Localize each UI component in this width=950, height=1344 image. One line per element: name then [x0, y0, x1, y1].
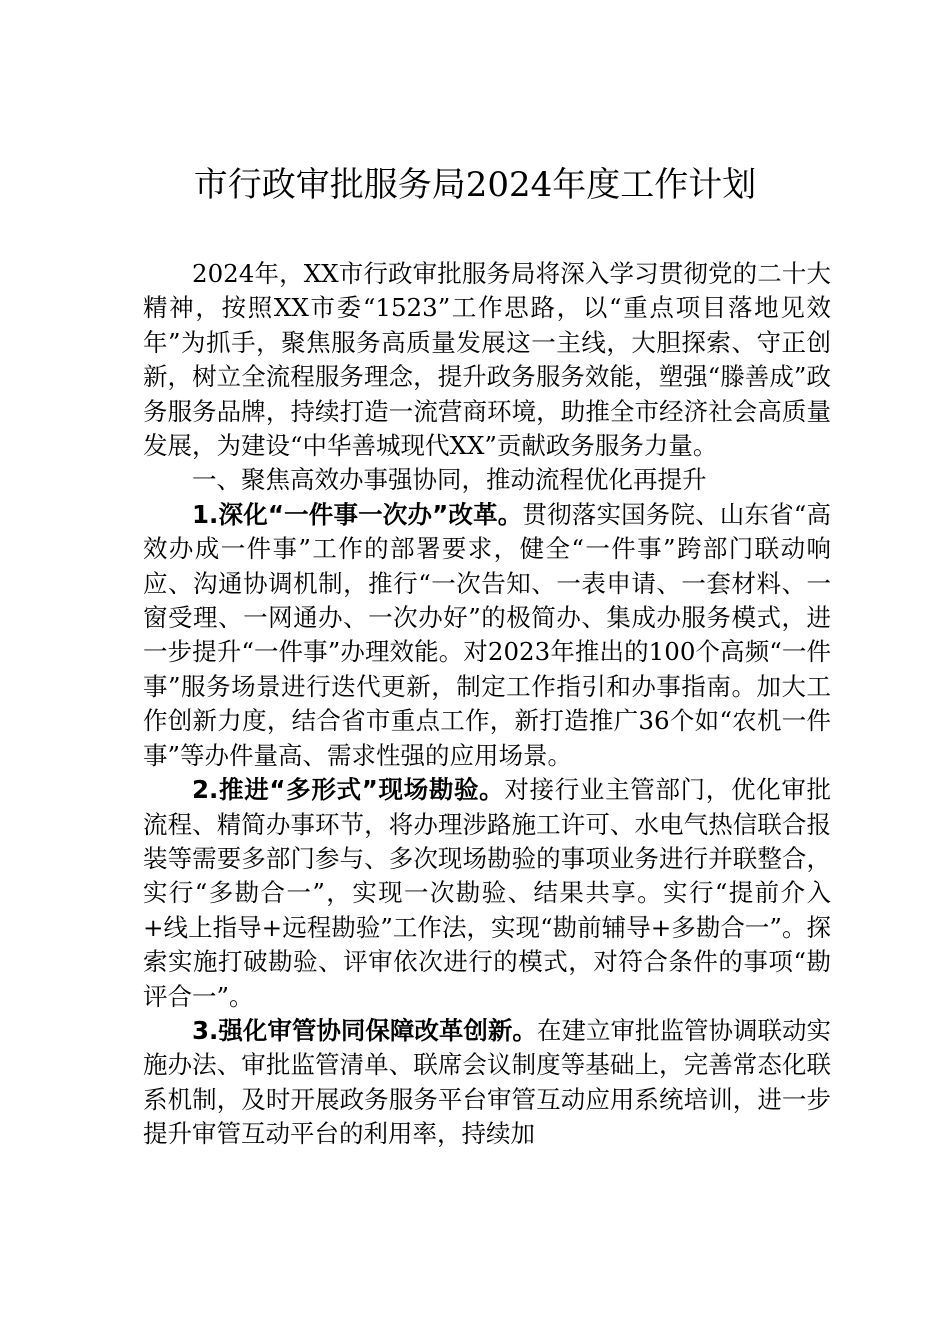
item-paragraph-1 [143, 498, 831, 773]
item-text-1: 贯彻落实国务院、山东省“高效办成一件事”工作的部署要求，健全“一件事”跨部门联动响应、沟通协调机制，推行“一次告知、一表申请、一套材料、一窗受理、一网通办、一次办好”的极简办、集成办服务模式，进一步提升“一件事”办理效能。对2023年推出的100个高频“一件事”服务场景进行迭代更新，制定工作指引和办事指南。加大工作创新力度，结合省市重点工作，新打造推广36个如“农机一件事”等办件量高、需求性强的应用场景。 [143, 499, 831, 770]
item-paragraph-3 [143, 1014, 831, 1152]
item-text-3: 在建立审批监管协调联动实施办法、审批监管清单、联席会议制度等基础上，完善常态化联系机制，及时开展政务服务平台审管互动应用系统培训，进一步提升审管互动平台的利用率，持续加 [143, 1015, 831, 1149]
item-text-2: 对接行业主管部门，优化审批流程、精简办事环节，将办理涉路施工许可、水电气热信联合报装等需要多部门参与、多次现场勘验的事项业务进行并联整合，实行“多勘合一”，实现一次勘验、结果共享。实行“提前介入+线上指导+远程勘验”工作法，实现“勘前辅导+多勘合一”。探索实施打破勘验、评审依次进行的模式，对符合条件的事项“勘评合一”。 [143, 775, 832, 1011]
item-lead-3: 3.强化审管协同保障改革创新。 [192, 1015, 537, 1045]
item-lead-1: 1.深化“一件事一次办”改革。 [192, 499, 523, 529]
item-lead-2: 2.推进“多形式”现场勘验。 [192, 775, 505, 805]
intro-paragraph: 2024年，XX市行政审批服务局将深入学习贯彻党的二十大精神，按照XX市委“1523”工作思路，以“重点项目落地见效年”为抓手，聚焦服务高质量发展这一主线，大胆探索、守正创新，树立全流程服务理念，提升政务服务效能，塑强“滕善成”政务服务品牌，持续打造一流营商环境，助推全市经济社会高质量发展，为建设“中华善城现代XX”贡献政务服务力量。 [143, 259, 831, 461]
section-heading: 一、聚焦高效办事强协同，推动流程优化再提升 [192, 465, 707, 495]
document-body [143, 257, 831, 1152]
document-title: 市行政审批服务局2024年度工作计划 [193, 165, 757, 205]
item-paragraph-2 [143, 773, 831, 1014]
